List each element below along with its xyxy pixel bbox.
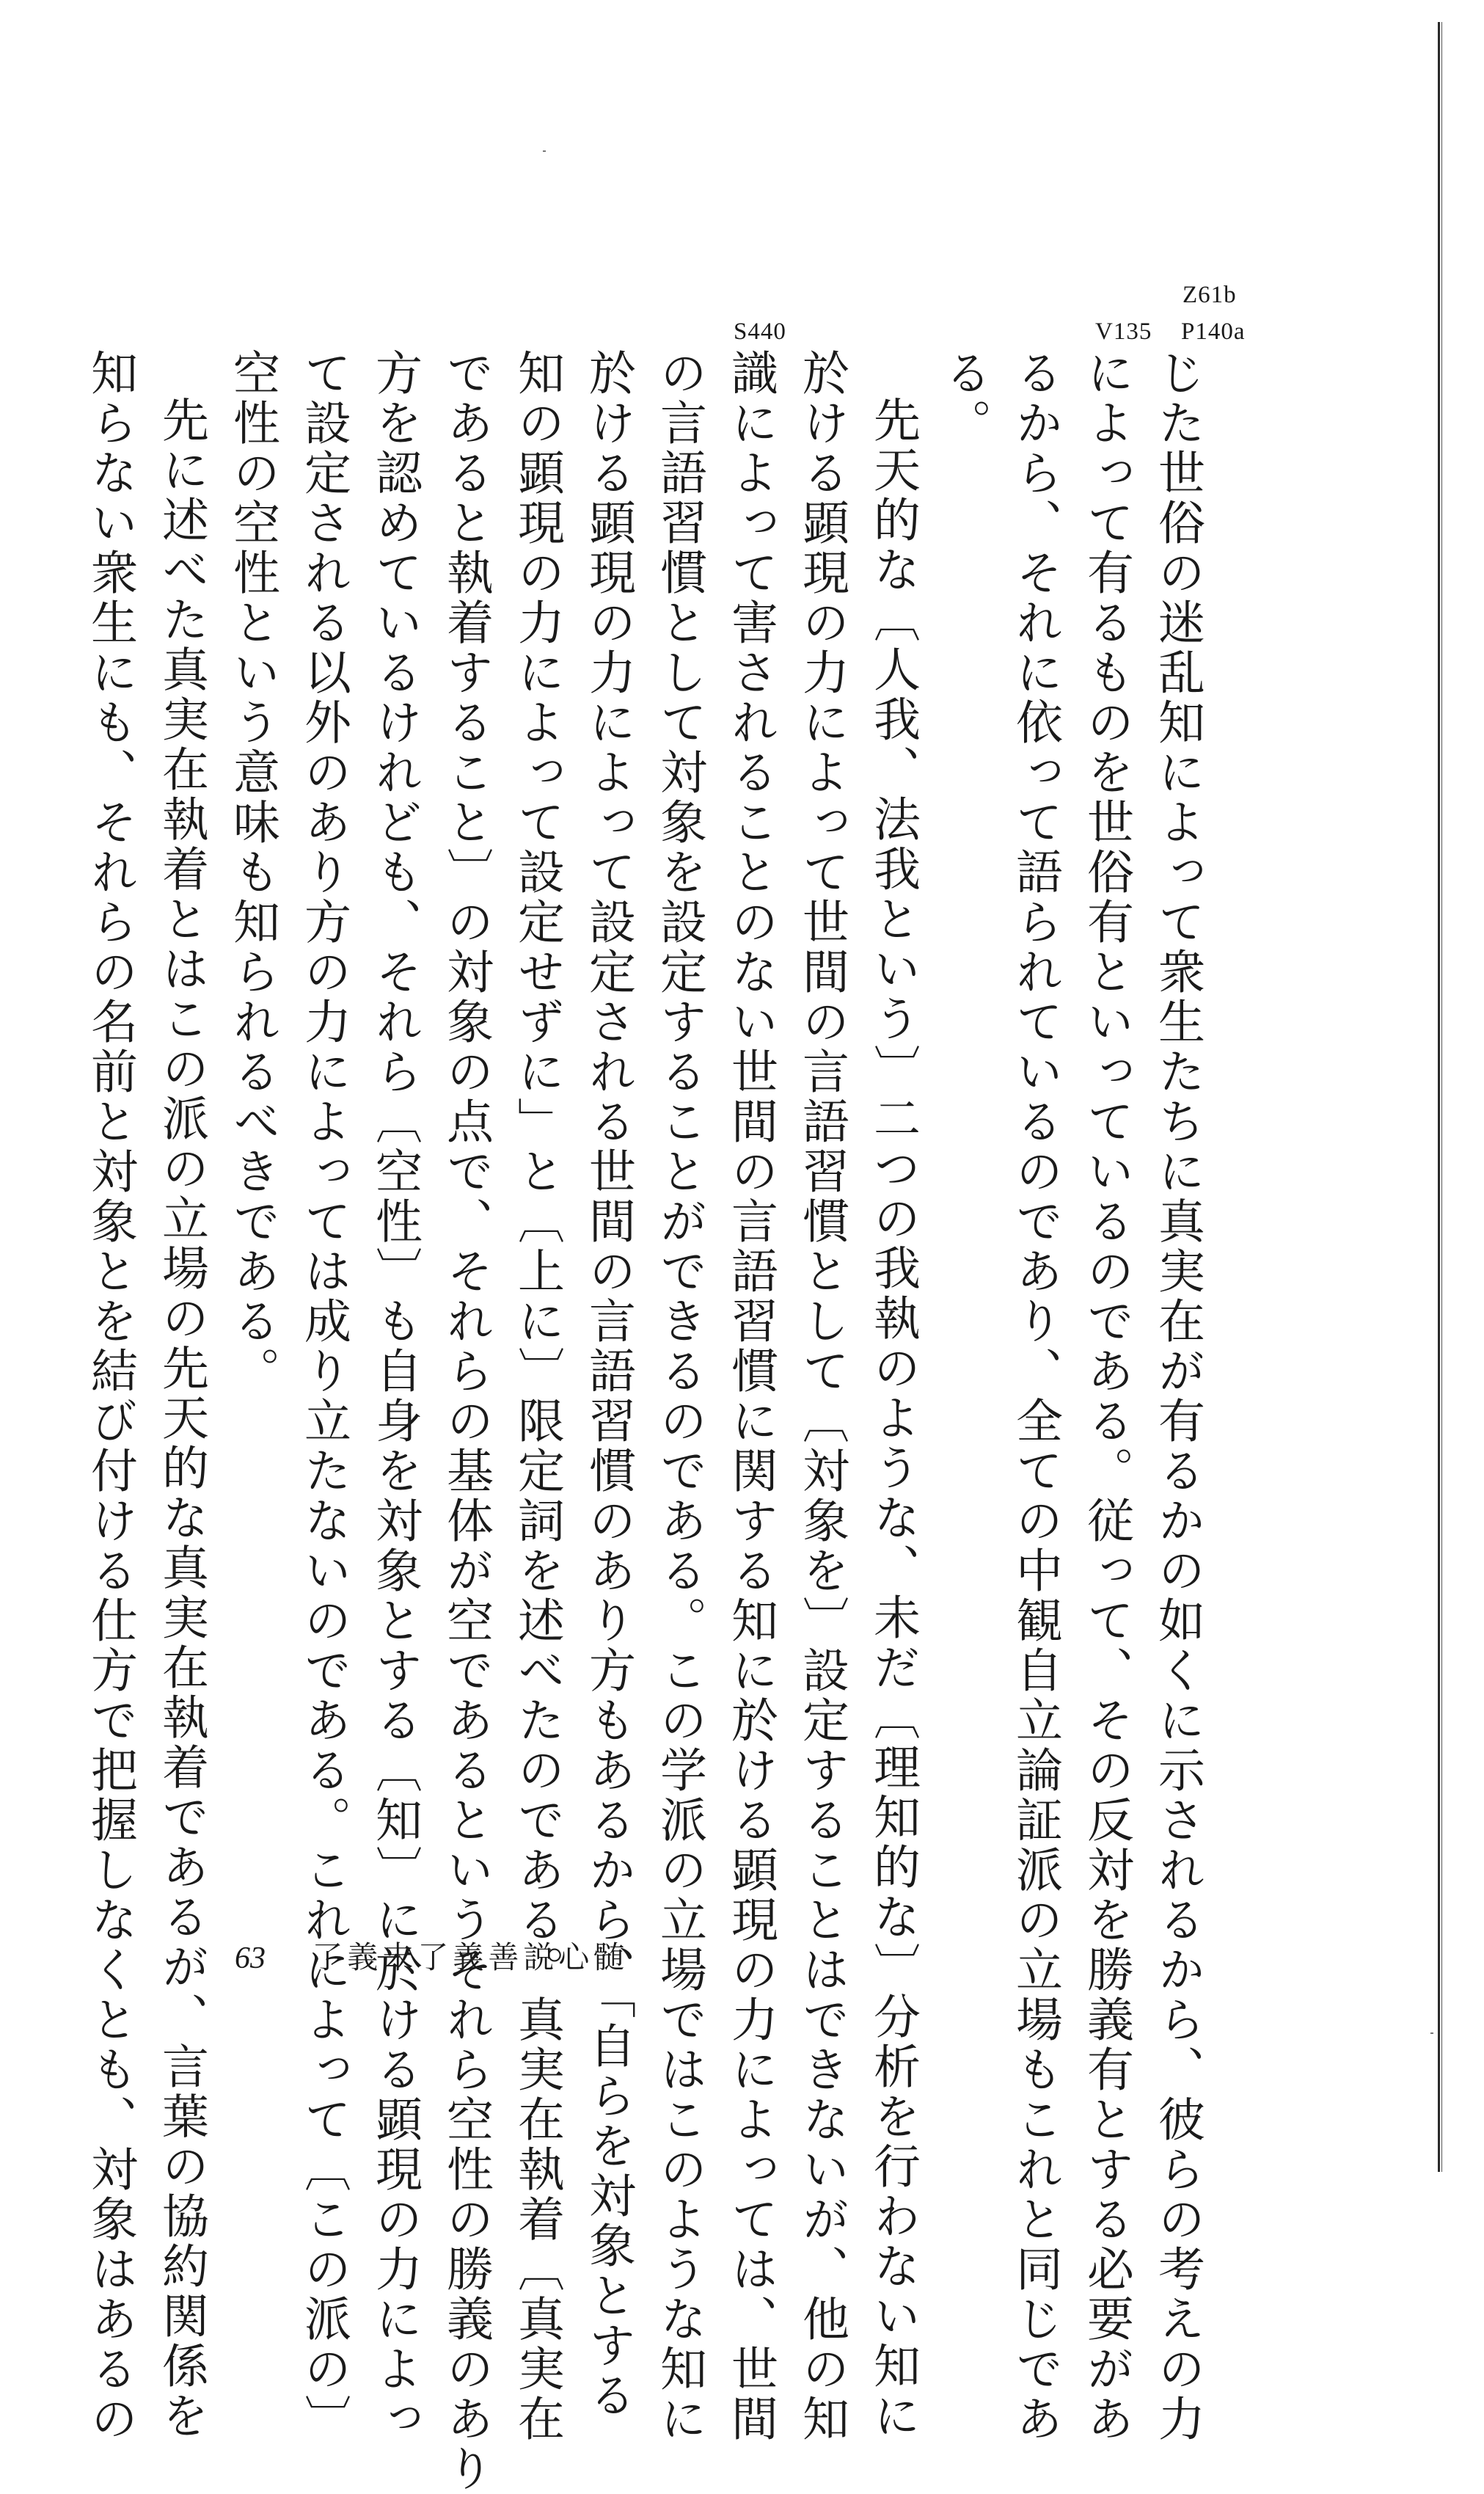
text-line: 方を認めているけれども、それら〔空性〕も自身を対象とする〔知〕に於ける顕現の力によっ — [368, 349, 422, 2444]
book-title: 了義未了義善説心髄 — [312, 1939, 629, 1975]
scan-speck — [543, 150, 546, 152]
text-line: 空性の空性という意味も知られるべきである。 — [225, 349, 279, 1396]
text-line: 於ける顕現の力によって設定される世間の言語習慣のあり方もあるから、「自らを対象とする — [581, 349, 635, 2421]
marker-z61b: Z61b — [1183, 282, 1237, 308]
marker-p140a: P140a — [1181, 318, 1246, 345]
text-line: の言語習慣として対象を設定することができるのである。この学派の立場ではこのような知に — [652, 349, 706, 2444]
text-line: 知らない衆生にも、それらの名前と対象とを結び付ける仕方で把握しなくとも、対象はあるの — [83, 349, 137, 2444]
text-line: 先に述べた真実在執着とはこの派の立場の先天的な真実在執着であるが、言葉の協約関係を — [154, 395, 208, 2441]
page-footer — [235, 1933, 629, 1977]
text-line: 於ける顕現の力によって世間の言語習慣として〔対象を〕設定することはできないが、他の知 — [794, 349, 849, 2444]
text-line: によって有るものを世俗有といっているのである。従って、その反対を勝義有とする必要があ — [1079, 349, 1133, 2444]
page-number: 63 — [235, 1941, 266, 1975]
binding-edge-line — [1438, 22, 1444, 2172]
marker-s440: S440 — [734, 318, 786, 345]
text-line: る。 — [937, 349, 991, 448]
marker-v135: V135 — [1095, 318, 1152, 345]
text-line: 先天的な〔人我、法我という〕二つの我執のような、未だ〔理知的な〕分析を行わない知に — [866, 395, 920, 2441]
text-line: であると執着すること〕の対象の点で、それらの基体が空であるというそれら空性の勝義のあり — [439, 349, 493, 2494]
text-line: るから、それに依って語られているのであり、全ての中観自立論証派の立場もこれと同じであ — [1008, 349, 1062, 2444]
scan-speck — [1430, 2032, 1433, 2034]
text-line: 識によって害されることのない世間の言語習慣に関する知に於ける顕現の力によっては、世間 — [723, 349, 778, 2444]
text-line: じた世俗の迷乱知によって衆生たちに真実在が有るかの如くに示されるから、彼らの考えの力 — [1150, 349, 1205, 2444]
text-line: 知の顕現の力によって設定せずに」と〔上に〕限定詞を述べたのである。真実在執着〔真実在 — [510, 349, 564, 2444]
text-line: て設定される以外のあり方の力によっては成り立たないのである。これによって〔この派の〕 — [296, 349, 351, 2444]
